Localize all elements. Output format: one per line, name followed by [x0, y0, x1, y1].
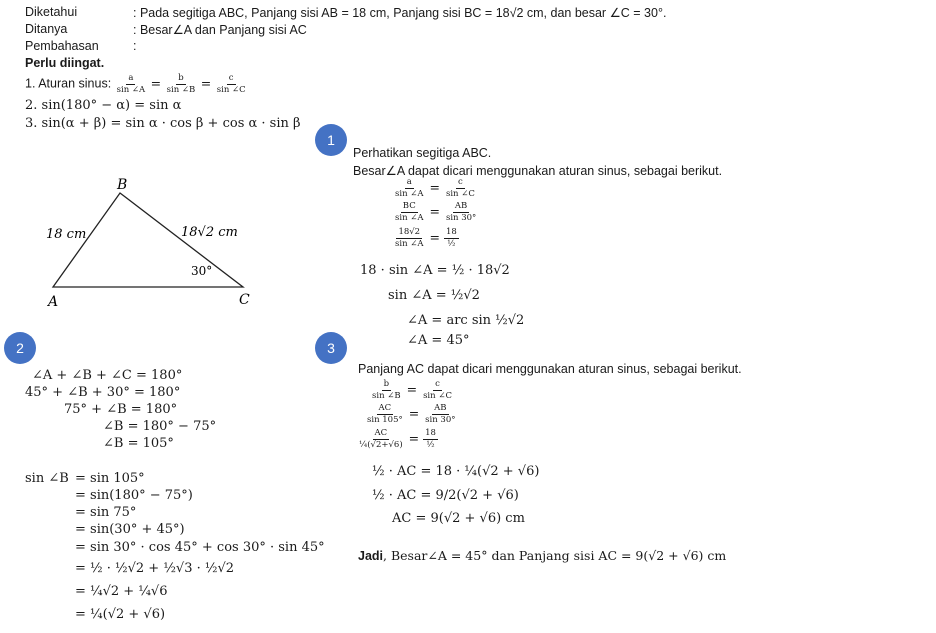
- s1-eq4: 18 · sin ∠A = ½ · 18√2: [360, 263, 510, 278]
- angle-c-label: 30°: [191, 264, 213, 278]
- s3-eq5: ½ · AC = 9/2(√2 + √6): [372, 488, 519, 503]
- s3-line1: Panjang AC dapat dicari menggunakan aturan sinus, sebagai berikut.: [358, 362, 742, 376]
- s3-eq6: AC = 9(√2 + √6) cm: [392, 511, 525, 526]
- pembahasan-label: Pembahasan: [25, 39, 99, 53]
- s2-l5: ∠B = 105°: [103, 436, 174, 451]
- s3-eq4: ½ · AC = 18 · ¼(√2 + √6): [372, 464, 540, 479]
- vertex-a: A: [48, 294, 59, 310]
- s2-s8: = ¼(√2 + √6): [75, 607, 166, 622]
- side-ab-label: 18 cm: [46, 227, 87, 242]
- s2-s6: = ½ · ½√2 + ½√3 · ½√2: [75, 561, 235, 576]
- s1-line1: Perhatikan segitiga ABC.: [353, 146, 492, 160]
- s2-s1: = sin 105°: [75, 471, 145, 486]
- side-bc-label: 18√2 cm: [181, 225, 238, 240]
- s3-eq2: $\frac{AC}{\sin 105^\circ}$ = $\frac{AB}{\sin 30^\circ}$: [367, 403, 456, 425]
- ditanya-text: : Besar∠A dan Panjang sisi AC: [133, 23, 307, 37]
- s1-eq6: ∠A = arc sin ½√2: [407, 313, 525, 328]
- s2-s7: = ¼√2 + ¼√6: [75, 584, 168, 599]
- rule-3: 3. sin(α + β) = sin α · cos β + cos α · sin β: [25, 116, 301, 131]
- s1-eq1: $\frac{a}{\sin \angle A}$ = $\frac{c}{\sin \angle C}$: [395, 177, 475, 199]
- pembahasan-text: :: [133, 39, 137, 53]
- s2-l3: 75° + ∠B = 180°: [64, 402, 178, 417]
- step-1-badge: 1: [315, 124, 347, 156]
- frac-c: $\frac{c}{\sin \angle C}$: [216, 73, 246, 95]
- triangle-diagram: [40, 170, 270, 315]
- diketahui-label: Diketahui: [25, 5, 78, 19]
- vertex-b: B: [117, 177, 128, 193]
- s2-l2: 45° + ∠B + 30° = 180°: [25, 385, 181, 400]
- aturan-sinus: 1. Aturan sinus: $\frac{a}{\sin \angle A}$ = $\frac{b}{\sin \angle B}$ = $\frac{c}{\sin \angle C}$: [25, 73, 246, 95]
- s1-eq5: sin ∠A = ½√2: [388, 288, 480, 303]
- step-2-badge: 2: [4, 332, 36, 364]
- frac-b: $\frac{b}{\sin \angle B}$: [166, 73, 196, 95]
- vertex-c: C: [239, 292, 250, 308]
- aturan-sinus-label: 1. Aturan sinus:: [25, 76, 112, 91]
- s2-s2: = sin(180° − 75°): [75, 488, 193, 503]
- s3-eq1: $\frac{b}{\sin \angle B}$ = $\frac{c}{\sin \angle C}$: [372, 379, 452, 401]
- s1-eq3: $\frac{18√2}{\sin \angle A}$ = $\frac{18}{\text{½}}$: [395, 227, 457, 249]
- ditanya-label: Ditanya: [25, 22, 68, 36]
- s2-s3: = sin 75°: [75, 505, 137, 520]
- s1-line2: Besar∠A dapat dicari menggunakan aturan sinus, sebagai berikut.: [353, 164, 723, 178]
- step-3-badge: 3: [315, 332, 347, 364]
- s2-sin-label: sin ∠B: [25, 471, 69, 486]
- s2-l4: ∠B = 180° − 75°: [103, 419, 217, 434]
- rule-2: 2. sin(180° − α) = sin α: [25, 98, 182, 113]
- s2-l1: ∠A + ∠B + ∠C = 180°: [32, 368, 183, 383]
- conclusion-text: , Besar∠A = 45° dan Panjang sisi AC = 9(√2 + √6) cm: [383, 548, 727, 563]
- s2-s5: = sin 30° · cos 45° + cos 30° · sin 45°: [75, 540, 325, 555]
- s1-eq7: ∠A = 45°: [407, 333, 470, 348]
- frac-a: $\frac{a}{\sin \angle A}$: [116, 73, 146, 95]
- diketahui-text: : Pada segitiga ABC, Panjang sisi AB = 18 cm, Panjang sisi BC = 18√2 cm, dan besar ∠C = 30°.: [133, 6, 667, 20]
- s2-s4: = sin(30° + 45°): [75, 522, 185, 537]
- perlu-title: Perlu diingat.: [25, 56, 105, 70]
- conclusion-jadi: Jadi: [358, 549, 384, 563]
- conclusion: [358, 548, 726, 563]
- s3-eq3: $\frac{AC}{\text{¼(√2+√6)}}$ = $\frac{18}{\text{½}}$: [359, 428, 436, 450]
- s1-eq2: $\frac{BC}{\sin \angle A}$ = $\frac{AB}{\sin 30^\circ}$: [395, 201, 477, 223]
